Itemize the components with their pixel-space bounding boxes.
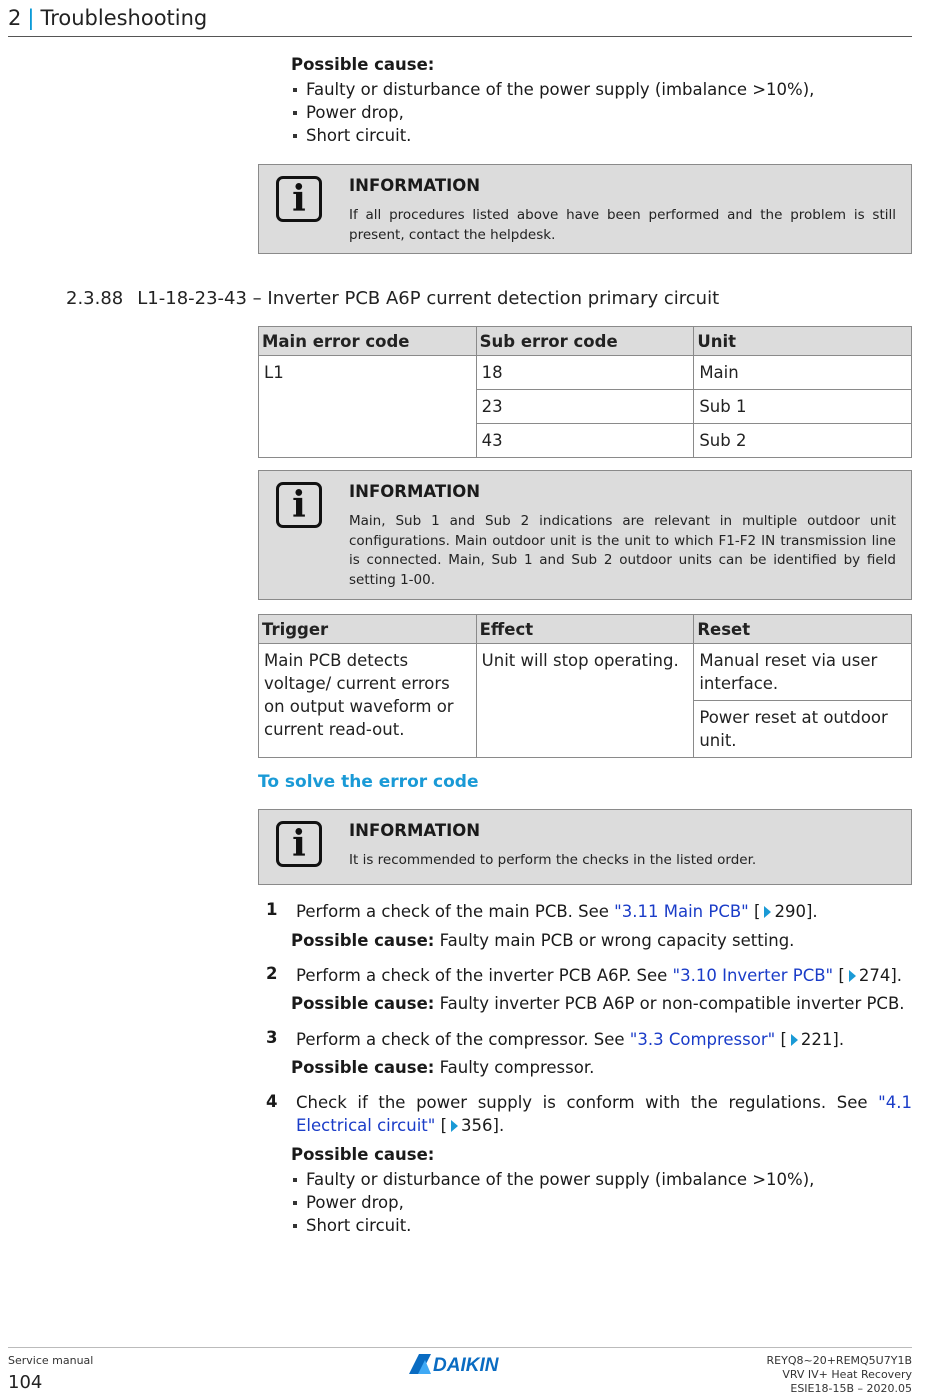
column-header: Main error code — [259, 327, 477, 356]
step-instruction: Perform a check of the compressor. See — [296, 1030, 630, 1049]
table-header-row — [259, 327, 912, 356]
unit-cell: Main — [694, 356, 912, 390]
information-text: Main, Sub 1 and Sub 2 indications are relevant in multiple outdoor unit configurations. Main outdoor unit is the unit to which F1-F2 IN transmission line is connected. Main, Sub 1 and Sub 2 outdoor units can be identified by field setting 1-00. — [349, 513, 896, 588]
bracket: [ — [435, 1116, 448, 1135]
step-cause — [291, 1058, 594, 1077]
page-reference[interactable]: 356 — [461, 1116, 493, 1135]
information-box-helpdesk — [258, 164, 912, 254]
section-heading — [66, 288, 719, 309]
column-header: Sub error code — [476, 327, 694, 356]
list-item: Power drop, — [291, 1191, 814, 1214]
table-row — [259, 356, 912, 390]
page-reference[interactable]: 290 — [774, 902, 806, 921]
daikin-logo-icon — [409, 1353, 513, 1375]
header-separator: | — [27, 6, 35, 30]
list-item: Power drop, — [291, 101, 814, 124]
column-header: Effect — [476, 615, 694, 644]
information-box-units — [258, 470, 912, 600]
step-cause-list — [291, 1168, 814, 1237]
step-instruction: Check if the power supply is conform with the regulations. See — [296, 1093, 879, 1112]
bracket: ]. — [832, 1030, 845, 1049]
information-title: INFORMATION — [349, 821, 481, 840]
information-text: If all procedures listed above have been performed and the problem is still present, contact the helpdesk. — [349, 207, 896, 243]
bracket: [ — [833, 966, 845, 985]
step-text — [296, 1028, 912, 1051]
cause-label: Possible cause: — [291, 931, 435, 950]
page-header — [8, 6, 912, 37]
step-number: 2 — [266, 964, 278, 983]
step-text — [296, 964, 912, 987]
bracket: [ — [748, 902, 761, 921]
cause-label: Possible cause: — [291, 994, 435, 1013]
main-error-code-cell: L1 — [259, 356, 477, 458]
page-reference[interactable]: 274 — [858, 966, 891, 985]
information-box-order — [258, 809, 912, 885]
cross-reference-link[interactable]: "3.10 Inverter PCB" — [672, 966, 834, 985]
list-item: Short circuit. — [291, 1214, 814, 1237]
column-header: Unit — [694, 327, 912, 356]
step-cause — [291, 994, 905, 1013]
column-header: Reset — [694, 615, 912, 644]
page-arrow-icon — [791, 1034, 798, 1046]
step-cause — [291, 931, 794, 950]
reset-cell: Power reset at outdoor unit. — [694, 701, 912, 758]
page-number: 104 — [8, 1372, 43, 1393]
bracket: ]. — [492, 1116, 505, 1135]
footer-document-info — [767, 1354, 912, 1396]
page-reference[interactable]: 221 — [800, 1030, 833, 1049]
information-title: INFORMATION — [349, 176, 481, 195]
trigger-cell: Main PCB detects voltage/ current errors on output waveform or current read-out. — [259, 644, 477, 758]
cause-label: Possible cause: — [291, 1145, 435, 1164]
information-title: INFORMATION — [349, 482, 481, 501]
bracket: ]. — [890, 966, 903, 985]
cause-label: Possible cause: — [291, 1058, 435, 1077]
cross-reference-link[interactable]: "3.3 Compressor" — [629, 1030, 776, 1049]
solve-heading: To solve the error code — [258, 772, 479, 792]
step-text — [296, 1091, 912, 1137]
cause-text: Faulty inverter PCB A6P or non-compatible inverter PCB. — [434, 994, 905, 1013]
effect-cell: Unit will stop operating. — [476, 644, 694, 758]
bracket: ]. — [805, 902, 818, 921]
chapter-title: Troubleshooting — [40, 6, 208, 30]
sub-error-code-cell: 23 — [476, 390, 694, 424]
unit-cell: Sub 1 — [694, 390, 912, 424]
cross-reference-link[interactable]: "4.1 Electrical circuit" — [296, 1093, 912, 1135]
info-icon: i — [276, 176, 322, 222]
trigger-effect-reset-table — [258, 614, 912, 758]
chapter-number: 2 — [8, 6, 22, 30]
list-item: Short circuit. — [291, 124, 814, 147]
section-number: 2.3.88 — [66, 288, 124, 309]
page-arrow-icon — [764, 906, 771, 918]
logo-text: DAIKIN — [433, 1355, 499, 1375]
error-code-table — [258, 326, 912, 458]
step-instruction: Perform a check of the main PCB. See — [296, 902, 615, 921]
bracket: [ — [775, 1030, 787, 1049]
page-arrow-icon — [451, 1120, 458, 1132]
information-text: It is recommended to perform the checks in the listed order. — [349, 852, 757, 868]
table-header-row — [259, 615, 912, 644]
list-item: Faulty or disturbance of the power supply (imbalance >10%), — [291, 78, 814, 101]
column-header: Trigger — [259, 615, 477, 644]
footer-doc-id: ESIE18-15B – 2020.05 — [790, 1382, 912, 1395]
cause-text: Faulty main PCB or wrong capacity setting. — [434, 931, 795, 950]
page-arrow-icon — [849, 970, 856, 982]
info-icon: i — [276, 482, 322, 528]
footer-manual-label: Service manual — [8, 1354, 94, 1367]
step-number: 4 — [266, 1092, 278, 1111]
step-text — [296, 900, 912, 923]
footer-product: VRV IV+ Heat Recovery — [782, 1368, 912, 1381]
reset-cell: Manual reset via user interface. — [694, 644, 912, 701]
info-icon: i — [276, 821, 322, 867]
list-item: Faulty or disturbance of the power supply (imbalance >10%), — [291, 1168, 814, 1191]
step-number: 1 — [266, 900, 278, 919]
step-instruction: Perform a check of the inverter PCB A6P. See — [296, 966, 673, 985]
top-cause-label: Possible cause: — [291, 55, 435, 74]
step-number: 3 — [266, 1028, 278, 1047]
footer-model: REYQ8~20+REMQ5U7Y1B — [766, 1354, 912, 1367]
footer-divider — [8, 1347, 912, 1348]
section-title: L1-18-23-43 – Inverter PCB A6P current detection primary circuit — [137, 288, 720, 309]
step-cause-label — [291, 1145, 434, 1164]
cause-text: Faulty compressor. — [434, 1058, 595, 1077]
top-cause-list — [291, 78, 814, 147]
sub-error-code-cell: 43 — [476, 424, 694, 458]
table-row — [259, 644, 912, 701]
unit-cell: Sub 2 — [694, 424, 912, 458]
cross-reference-link[interactable]: "3.11 Main PCB" — [614, 902, 749, 921]
sub-error-code-cell: 18 — [476, 356, 694, 390]
